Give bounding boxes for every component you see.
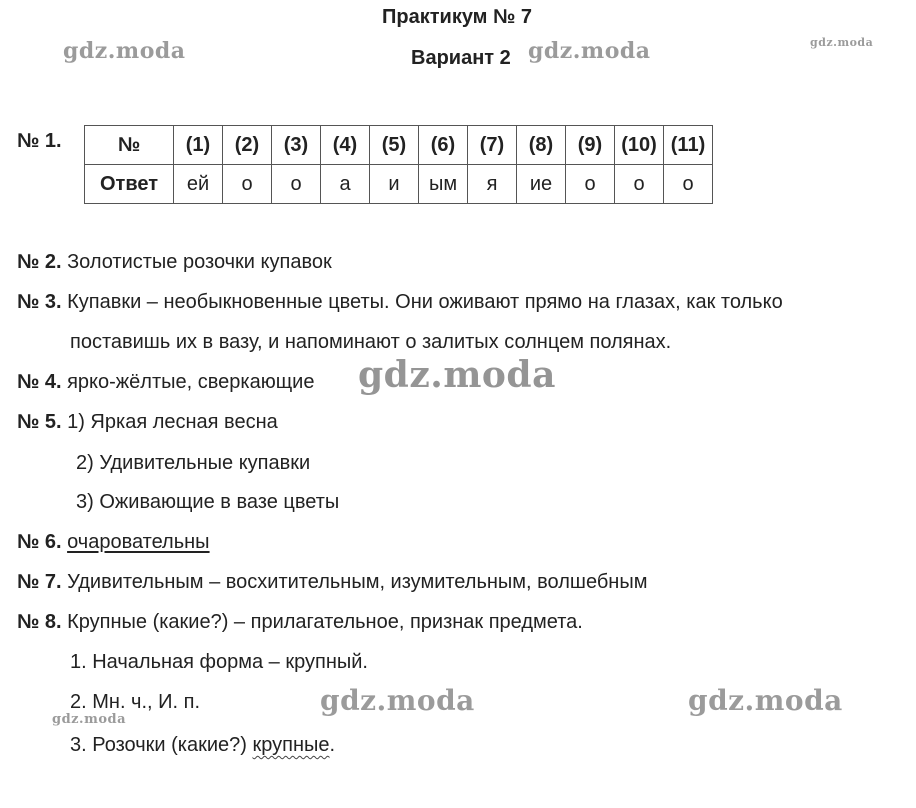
watermark: gdz.moda [358,354,556,396]
table-cell: Ответ [85,165,174,204]
q5-item-2: 2) Удивительные купавки [76,452,311,474]
q7-answer: № 7. Удивительным – восхитительным, изумительным, волшебным [17,571,648,593]
table-cell: (10) [615,126,664,165]
q4-answer: № 4. ярко-жёлтые, сверкающие [17,371,315,393]
q6-answer: № 6. очаровательны [17,531,210,553]
table-cell: (6) [419,126,468,165]
table-cell: (1) [174,126,223,165]
table-cell: (4) [321,126,370,165]
watermark: gdz.moda [320,684,475,717]
watermark: gdz.moda [528,38,651,64]
table-cell: (2) [223,126,272,165]
table-answer-row [85,165,713,204]
table-cell: о [566,165,615,204]
table-cell: а [321,165,370,204]
table-cell: (8) [517,126,566,165]
q5-answer: № 5. 1) Яркая лесная весна [17,411,278,433]
table-cell: о [223,165,272,204]
table-header-row [85,126,713,165]
table-cell: о [615,165,664,204]
table-cell: ей [174,165,223,204]
q8-answer: № 8. Крупные (какие?) – прилагательное, признак предмета. [17,611,583,633]
q8-item-3: 3. Розочки (какие?) крупные. [70,734,336,756]
watermark: gdz.moda [52,712,127,727]
table-cell: (11) [664,126,713,165]
table-cell: я [468,165,517,204]
q1-label: № 1. [17,130,62,152]
variant-title: Вариант 2 [411,47,511,69]
table-cell: № [85,126,174,165]
table-cell: о [664,165,713,204]
table-cell: ие [517,165,566,204]
q8-item-1: 1. Начальная форма – крупный. [70,651,368,673]
page-title: Практикум № 7 [382,6,533,28]
watermark: gdz.moda [688,684,843,717]
table-cell: ым [419,165,468,204]
q3-answer-line2: поставишь их в вазу, и напоминают о залитых солнцем полянах. [70,331,672,353]
table-cell: и [370,165,419,204]
q2-answer: № 2. Золотистые розочки купавок [17,251,332,273]
table-cell: (9) [566,126,615,165]
watermark: gdz.moda [63,38,186,64]
q5-item-3: 3) Оживающие в вазе цветы [76,491,340,513]
answer-table [84,125,713,204]
watermark: gdz.moda [810,36,874,49]
table-cell: о [272,165,321,204]
q8-item-2: 2. Мн. ч., И. п. [70,691,201,713]
table-cell: (3) [272,126,321,165]
q3-answer-line1: № 3. Купавки – необыкновенные цветы. Они оживают прямо на глазах, как только [17,291,783,313]
table-cell: (5) [370,126,419,165]
table-cell: (7) [468,126,517,165]
